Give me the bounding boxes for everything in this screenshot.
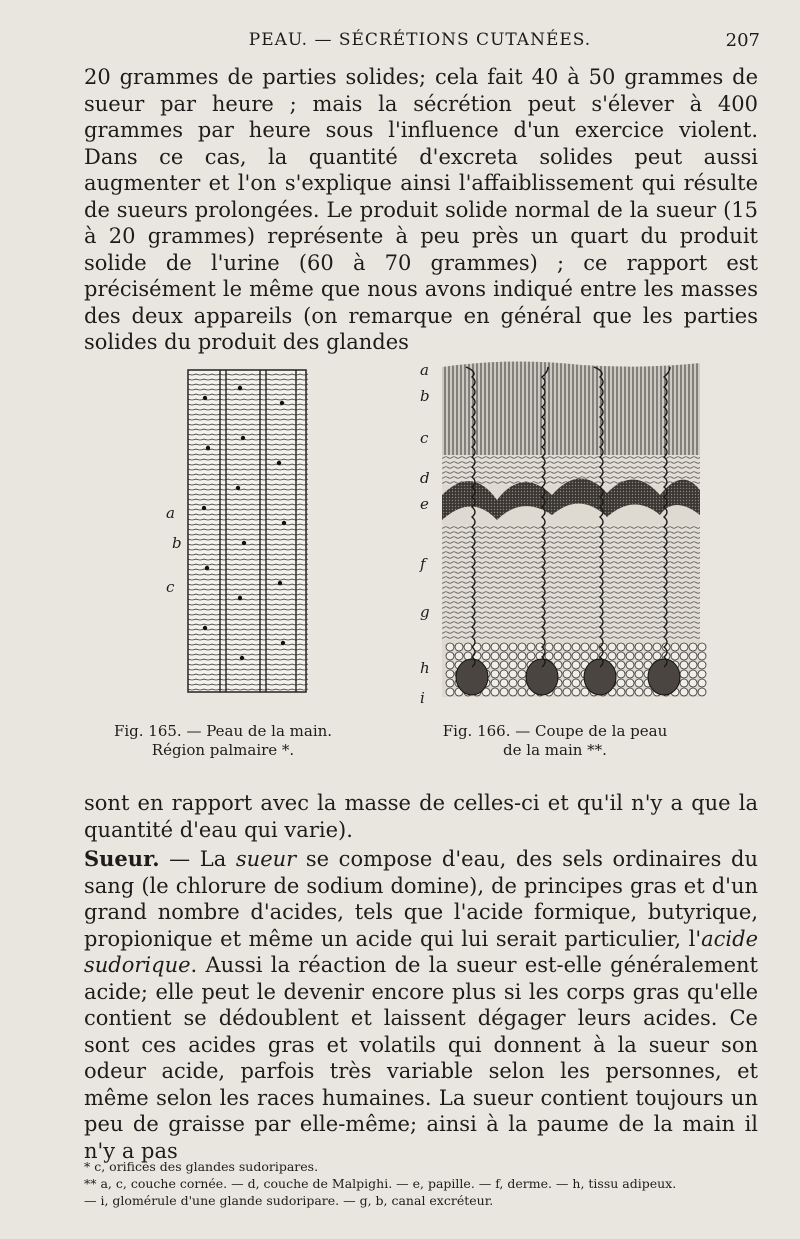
footnote-2: ** a, c, couche cornée. — d, couche de Malpighi. — e, papille. — f, derme. — h, tissu adipeux. [84,1176,677,1191]
text-run: . Aussi la réaction de la sueur est-elle généralement acide; elle peut le devenir encore plus si les corps gras qu'elle contient se dédoublent et laissent dégager leurs acides. Ce sont ces acides gras et volatils qui donnent à la sueur son odeur acide, parfois très variable selon les personnes, et même selon les races humaines. La sueur contient toujours un peu de graisse par elle-même; ainsi à la paume de la main il n'y a pas [84,953,758,1163]
footnote-1: * c, orifices des glandes sudoripares. [84,1159,319,1174]
label-a: a [166,504,175,522]
caption-line: de la main **. [503,741,607,759]
figure-165-caption [108,722,338,760]
emphasis-acide-sudorique: acide sudorique [84,926,758,977]
paragraph-continuation: 20 grammes de parties solides; cela fait 40 à 50 grammes de sueur par heure ; mais la sécrétion peut s'élever à 400 grammes par heure sous l'influence d'un exercice violent. Dans ce cas, la quantité d'excreta solides peut aussi augmenter et l'on s'explique ainsi l'affaiblissement qui résulte de sueurs prolongées. Le produit solide normal de la sueur (15 à 20 grammes) représente à peu près un quart du produit solide de l'urine (60 à 70 grammes) ; ce rapport est précisément le même que nous avons indiqué entre les masses des deux appareils (on remarque en général que les parties solides du produit des glandes [84,65,758,354]
caption-line: Fig. 166. — Coupe de la peau [442,722,668,740]
label-c: c [420,429,429,447]
label-e: e [420,495,429,513]
label-g: g [420,603,430,621]
palm-skin-illustration [160,368,310,698]
running-header [80,30,760,58]
footnotes [84,1158,764,1209]
footnote-3: — i, glomérule d'une glande sudoripare. — g, b, canal excréteur. [84,1193,494,1208]
label-c: c [166,578,175,596]
label-i: i [420,689,425,707]
figure-166-skin-section [412,355,712,711]
paragraph-after-figures: sont en rapport avec la masse de celles-ci et qu'il n'y a que la quantité d'eau qui varie). [84,791,758,842]
label-b: b [172,534,182,552]
label-a: a [420,361,429,379]
caption-line: Fig. 165. — Peau de la main. [113,722,333,740]
caption-line: Région palmaire *. [151,741,295,759]
text-run: — La [159,847,236,871]
text-run: se compose d'eau, des sels ordinaires du sang (le chlorure de sodium domine), de principes gras et d'un grand nombre d'acides, tels que l'acide formique, butyrique, propionique et même un acide qui lui serait particulier, l' [84,847,759,951]
section-lead-sueur: Sueur. [84,846,160,871]
label-d: d [420,469,430,487]
emphasis-sueur: sueur [235,847,297,871]
paragraph-sueur [84,846,758,1164]
page-number: 207 [725,30,760,51]
label-f: f [420,555,426,573]
figure-165-palm-skin [160,368,310,698]
running-title: PEAU. — SÉCRÉTIONS CUTANÉES. [248,30,592,50]
skin-section-illustration [412,355,712,711]
figure-166-caption [420,722,690,760]
label-h: h [420,659,430,677]
label-b: b [420,387,430,405]
